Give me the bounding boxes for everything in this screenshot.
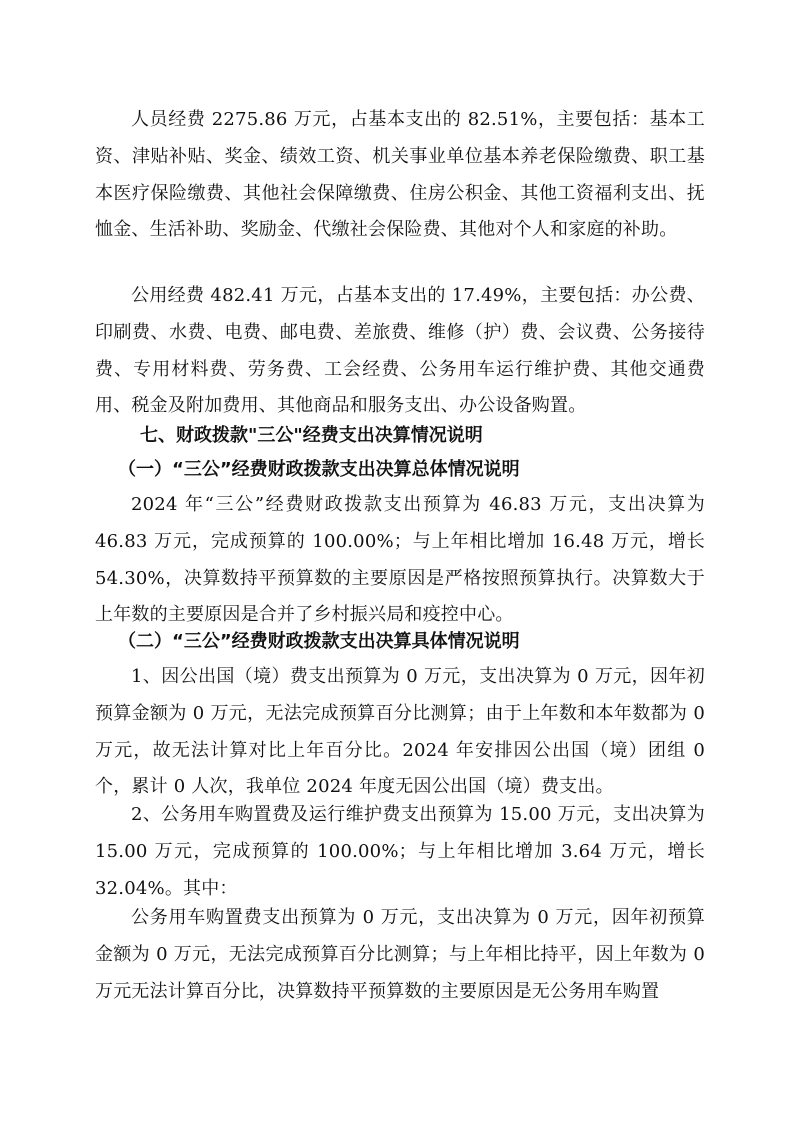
paragraph-abroad-expenses: 1、因公出国（境）费支出预算为 0 万元，支出决算为 0 万元，因年初预算金额为 0 万元，无法完成预算百分比测算；由于上年数和本年数都为 0 万元，故无法计算对比上年百分比。2024 年安排因公出国（境）团组 0 个，累计 0 人次，我单位 2024 年度无因公出国（境）费支出。: [95, 666, 705, 798]
paragraph-overall-summary: 2024 年“三公”经费财政拨款支出预算为 46.83 万元，支出决算为 46.83 万元，完成预算的 100.00%；与上年相比增加 16.48 万元，增长 54.30%，决算数持平预算数的主要原因是严格按照预算执行。决算数大于上年数的主要原因是合并了乡村振兴局和疫控中心。: [95, 494, 705, 626]
subheading-specific-situation: （二）“三公”经费财政拨款支出决算具体情况说明: [118, 631, 520, 652]
paragraph-vehicle-purchase: 公务用车购置费支出预算为 0 万元，支出决算为 0 万元，因年初预算金额为 0 万元，无法完成预算百分比测算；与上年相比持平，因上年数为 0 万元无法计算百分比，决算数持平预算数的主要原因是无公务用车购置: [95, 907, 705, 1002]
section-heading-three-public-expenses: 七、财政拨款"三公"经费支出决算情况说明: [140, 425, 483, 446]
paragraph-personnel-costs: 人员经费 2275.86 万元，占基本支出的 82.51%，主要包括：基本工资、津贴补贴、奖金、绩效工资、机关事业单位基本养老保险缴费、职工基本医疗保险缴费、其他社会保障缴费、住房公积金、其他工资福利支出、抚恤金、生活补助、奖励金、代缴社会保险费、其他对个人和家庭的补助。: [95, 109, 705, 241]
paragraph-vehicle-expenses: 2、公务用车购置费及运行维护费支出预算为 15.00 万元，支出决算为 15.00 万元，完成预算的 100.00%；与上年相比增加 3.64 万元，增长 32.04%。其中：: [95, 804, 705, 899]
subheading-overall-situation: （一）“三公”经费财政拨款支出决算总体情况说明: [118, 459, 520, 480]
paragraph-public-costs: 公用经费 482.41 万元，占基本支出的 17.49%，主要包括：办公费、印刷费、水费、电费、邮电费、差旅费、维修（护）费、会议费、公务接待费、专用材料费、劳务费、工会经费、公务用车运行维护费、其他交通费用、税金及附加费用、其他商品和服务支出、办公设备购置。: [95, 285, 705, 417]
